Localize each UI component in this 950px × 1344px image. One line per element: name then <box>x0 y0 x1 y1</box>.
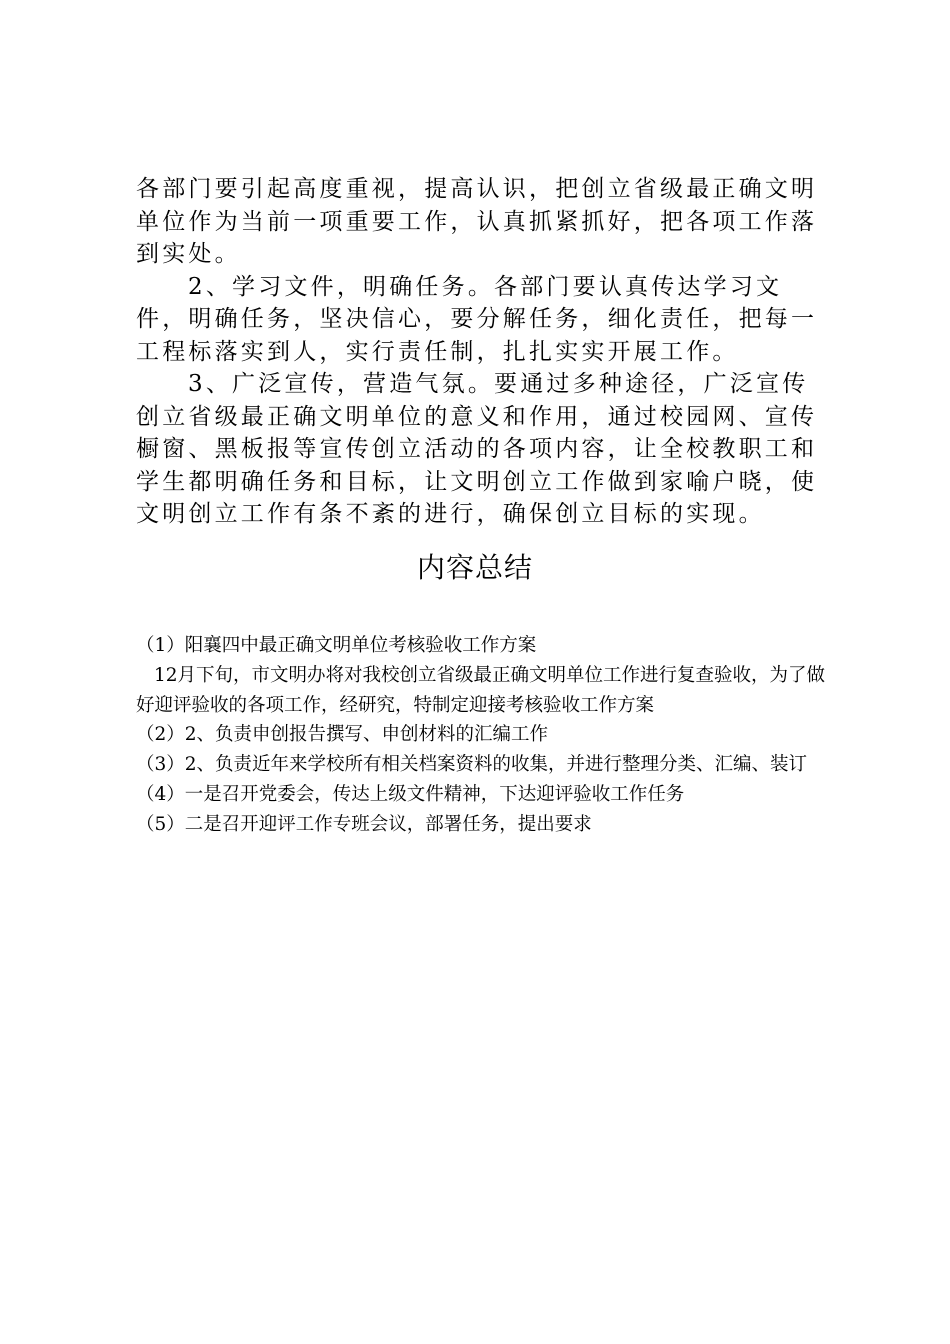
summary-list <box>136 631 836 840</box>
summary-item-3: （3）2、负责近年来学校所有相关档案资料的收集，并进行整理分类、汇编、装订 <box>136 754 808 776</box>
document-body <box>136 173 826 531</box>
paragraph-2: 2、学习文件，明确任务。各部门要认真传达学习文件，明确任务，坚决信心，要分解任务，细化责任，把每一工程标落实到人，实行责任制，扎扎实实开展工作。 <box>136 273 818 365</box>
summary-item-2: （2）2、负责申创报告撰写、申创材料的汇编工作 <box>136 724 549 746</box>
summary-title: 内容总结 <box>416 551 533 584</box>
summary-item-1: （1）阳襄四中最正确文明单位考核验收工作方案 <box>136 635 537 656</box>
summary-item-4: （4）一是召开党委会，传达上级文件精神，下达迎评验收工作任务 <box>136 783 685 805</box>
summary-item-5: （5）二是召开迎评工作专班会议，部署任务，提出要求 <box>136 813 592 835</box>
paragraph-1: 各部门要引起高度重视，提高认识，把创立省级最正确文明单位作为当前一项重要工作，认真抓紧抓好，把各项工作落到实处。 <box>136 176 818 267</box>
paragraph-3: 3、广泛宣传，营造气氛。要通过多种途径，广泛宣传创立省级最正确文明单位的意义和作用，通过校园网、宣传橱窗、黑板报等宣传创立活动的各项内容，让全校教职工和学生都明确任务和目标，让文明创立工作做到家喻户晓，使文明创立工作有条不紊的进行，确保创立目标的实现。 <box>136 371 818 527</box>
summary-item-1-detail: 12月下旬，市文明办将对我校创立省级最正确文明单位工作进行复查验收，为了做好迎评验收的各项工作，经研究，特制定迎接考核验收工作方案 <box>136 664 826 716</box>
